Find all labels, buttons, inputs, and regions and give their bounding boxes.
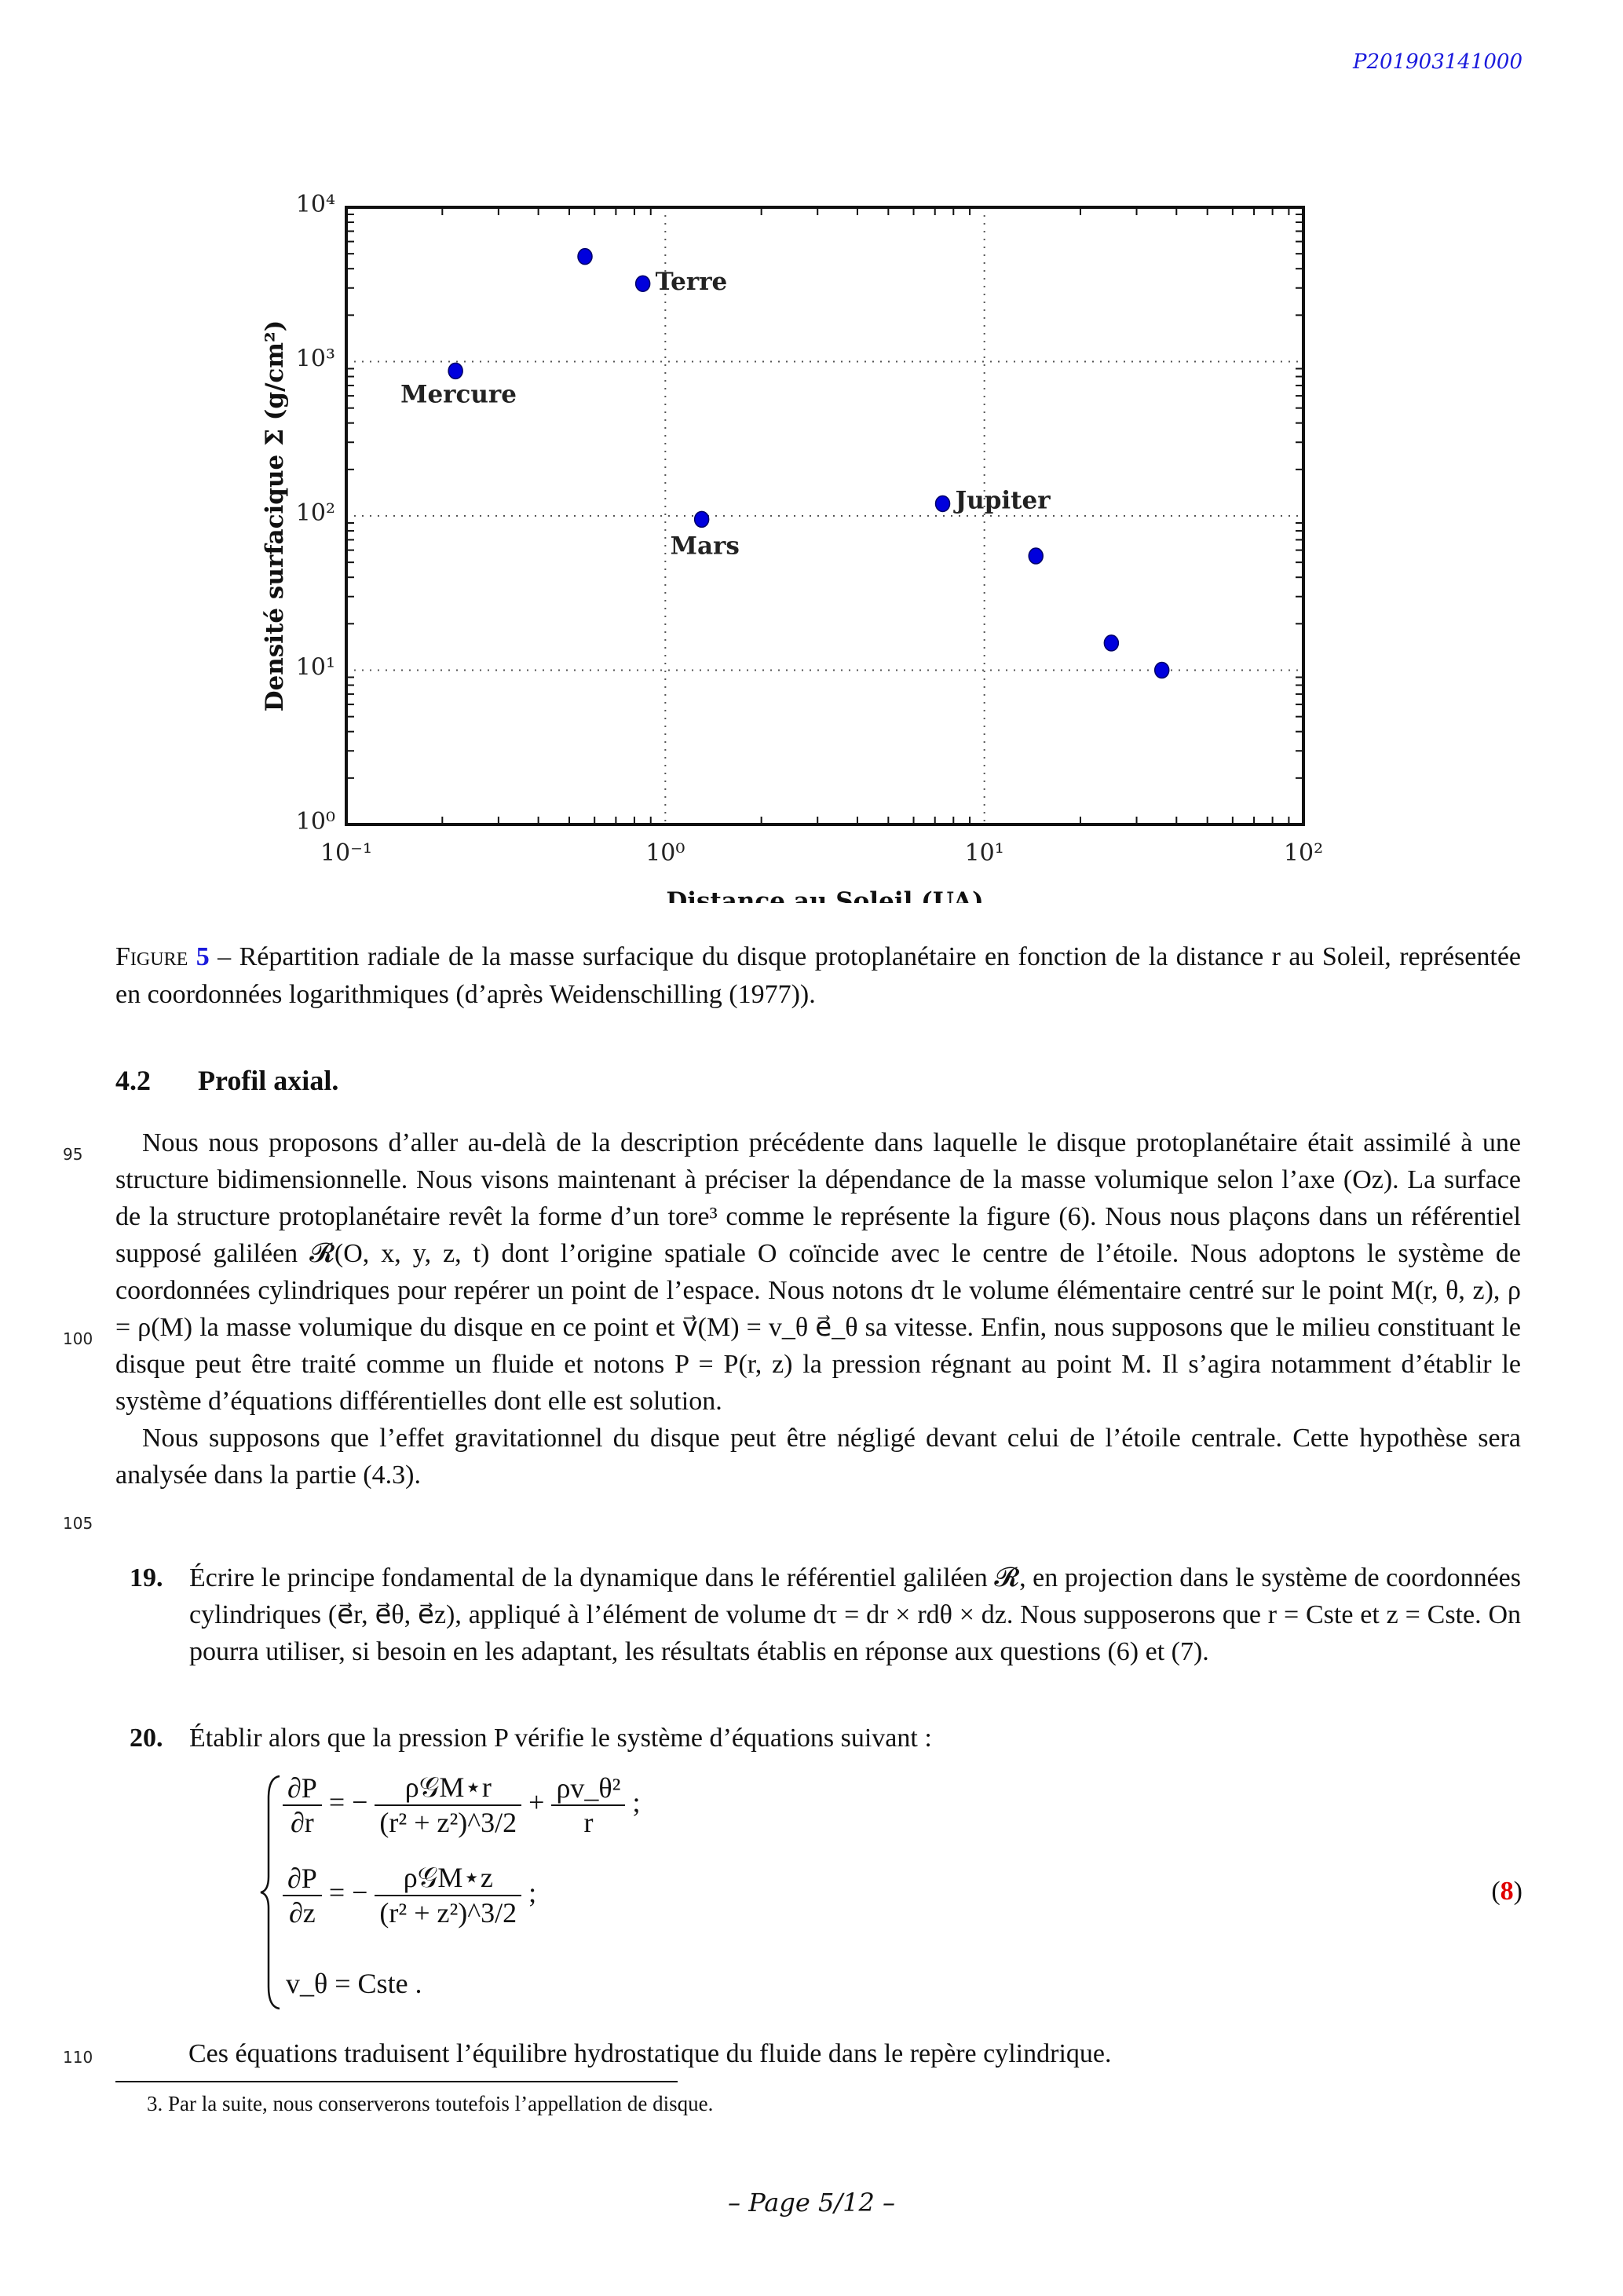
section-heading <box>115 1064 338 1097</box>
y-tick-label: 10³ <box>295 345 335 373</box>
y-tick-label: 10¹ <box>295 653 335 682</box>
data-point <box>636 276 650 291</box>
question-20 <box>130 1720 1521 1757</box>
exam-code: P201903141000 <box>1353 50 1522 74</box>
x-tick-label: 10² <box>1283 839 1324 867</box>
scatter-plot <box>259 181 1358 903</box>
eq2-lhs-den: ∂z <box>289 1896 316 1929</box>
x-tick-label: 10⁰ <box>645 839 685 867</box>
eq2-term1-den: (r² + z²)^3/2 <box>379 1897 517 1929</box>
equation-number-value[interactable]: 8 <box>1500 1877 1514 1906</box>
y-tick-label: 10² <box>295 499 335 527</box>
question-number: 19. <box>130 1563 163 1592</box>
line-number: 100 <box>63 1329 93 1348</box>
equation-3: v_θ = Cste . <box>286 1968 422 1999</box>
point-label: Terre <box>655 268 728 297</box>
caption-figure-number[interactable]: 5 <box>196 942 210 971</box>
x-tick-label: 10¹ <box>964 839 1004 867</box>
point-label: Mercure <box>400 380 517 409</box>
plot-frame <box>346 207 1303 824</box>
section-title: Profil axial. <box>198 1065 339 1096</box>
eq1-lhs-num: ∂P <box>283 1771 322 1806</box>
eq1-term2-num: ρv_θ² <box>551 1771 625 1806</box>
y-tick-label: 10⁰ <box>295 808 335 835</box>
data-point <box>1155 663 1169 678</box>
paragraph-2: Nous supposons que l’effet gravitationnel du disque peut être négligé devant celui de l’étoile centrale. Cette hypothèse sera analysée dans la partie (4.3). <box>115 1424 1521 1490</box>
question-19 <box>130 1559 1521 1670</box>
section-number: 4.2 <box>115 1065 151 1096</box>
footnote: 3. Par la suite, nous conserverons toutefois l’appellation de disque. <box>147 2092 714 2115</box>
caption-prefix: Figure <box>115 942 188 971</box>
left-brace-icon <box>259 1775 283 2010</box>
body-text <box>115 1124 1521 1493</box>
point-label: Jupiter <box>955 486 1051 515</box>
eq1-term1-den: (r² + z²)^3/2 <box>379 1807 517 1838</box>
eq1-term2-den: r <box>583 1806 594 1838</box>
data-point <box>695 511 709 527</box>
eq2-term1-num: ρ𝒢M⋆z <box>375 1861 521 1896</box>
equation-system <box>259 1771 730 2014</box>
figure-5-chart <box>259 181 1358 903</box>
eq2-lhs-num: ∂P <box>283 1862 322 1896</box>
footnote-divider <box>115 2081 678 2082</box>
line-number: 105 <box>63 1514 93 1533</box>
point-label: Mars <box>670 532 740 561</box>
y-tick-label: 10⁴ <box>295 191 335 218</box>
question-number: 20. <box>130 1724 163 1753</box>
conclusion-text <box>188 2035 1523 2072</box>
question-text: Établir alors que la pression P vérifie le système d’équations suivant : <box>189 1724 932 1753</box>
page-footer: – Page 5/12 – <box>728 2188 895 2217</box>
data-point <box>448 363 462 378</box>
data-point <box>936 495 950 511</box>
data-point <box>1104 635 1118 651</box>
line-number: 95 <box>63 1145 83 1164</box>
equation-number: (8) <box>1491 1877 1522 1906</box>
line-number: 110 <box>63 2048 93 2067</box>
y-axis-label: Densité surfacique Σ (g/cm²) <box>261 320 289 712</box>
paragraph-1: Nous nous proposons d’aller au-delà de la description précédente dans laquelle le disque protoplanétaire était assimilé à une structure bidimensionnelle. Nous visons maintenant à préciser la dépendance de la masse volumique selon l’axe (Oz). La surface de la structure protoplanétaire revêt la forme d’un tore³ comme le représente la figure (6). Nous nous plaçons dans un référentiel supposé galiléen 𝓡(O, x, y, z, t) dont l’origine spatiale O coïncide avec le centre de l’étoile. Nous adoptons le système de coordonnées cylindriques pour repérer un point de l’espace. Nous notons dτ le volume élémentaire centré sur le point M(r, θ, z), ρ = ρ(M) la masse volumique du disque en ce point et v⃗(M) = v_θ e⃗_θ sa vitesse. Enfin, nous supposons que le milieu constituant le disque peut être traité comme un fluide et notons P = P(r, z) la pression régnant au point M. Il s’agira notamment d’établir le système d’équations différentielles dont elle est solution. <box>115 1128 1521 1416</box>
equation-1: $\frac{\partial P}{\partial r}$ = − $\frac{\text{ρ𝒢M⋆r}}{\text{(r² + z²)\textasciicircum{}3/2}}$ + $\frac{\text{ρv\_θ²}}{r}$ ; <box>283 1771 641 1839</box>
x-axis-label: Distance au Soleil (UA) <box>666 887 984 903</box>
equation-2: $\frac{\partial P}{\partial z}$ = − $\frac{\text{ρ𝒢M⋆z}}{\text{(r² + z²)\textasciicircum{}3/2}}$ ; <box>283 1861 536 1929</box>
question-text: Écrire le principe fondamental de la dynamique dans le référentiel galiléen 𝓡, en projection dans le système de coordonnées cylindriques (e⃗r, e⃗θ, e⃗z), appliqué à l’élément de volume dτ = dr × rdθ × dz. Nous supposerons que r = Cste et z = Cste. On pourra utiliser, si besoin en les adaptant, les résultats établis en réponse aux questions (6) et (7). <box>189 1563 1521 1666</box>
caption-text: – Répartition radiale de la masse surfacique du disque protoplanétaire en fonction de la distance r au Soleil, représentée en coordonnées logarithmiques (d’après Weidenschilling (1977)). <box>115 942 1522 1009</box>
eq1-lhs-den: ∂r <box>291 1806 314 1838</box>
figure-caption <box>115 938 1521 1014</box>
x-tick-label: 10⁻¹ <box>320 839 373 867</box>
data-point <box>578 249 592 265</box>
data-point <box>1029 548 1043 564</box>
eq1-term1-num: ρ𝒢M⋆r <box>375 1771 521 1806</box>
conclusion-paragraph: Ces équations traduisent l’équilibre hydrostatique du fluide dans le repère cylindrique. <box>188 2039 1112 2068</box>
